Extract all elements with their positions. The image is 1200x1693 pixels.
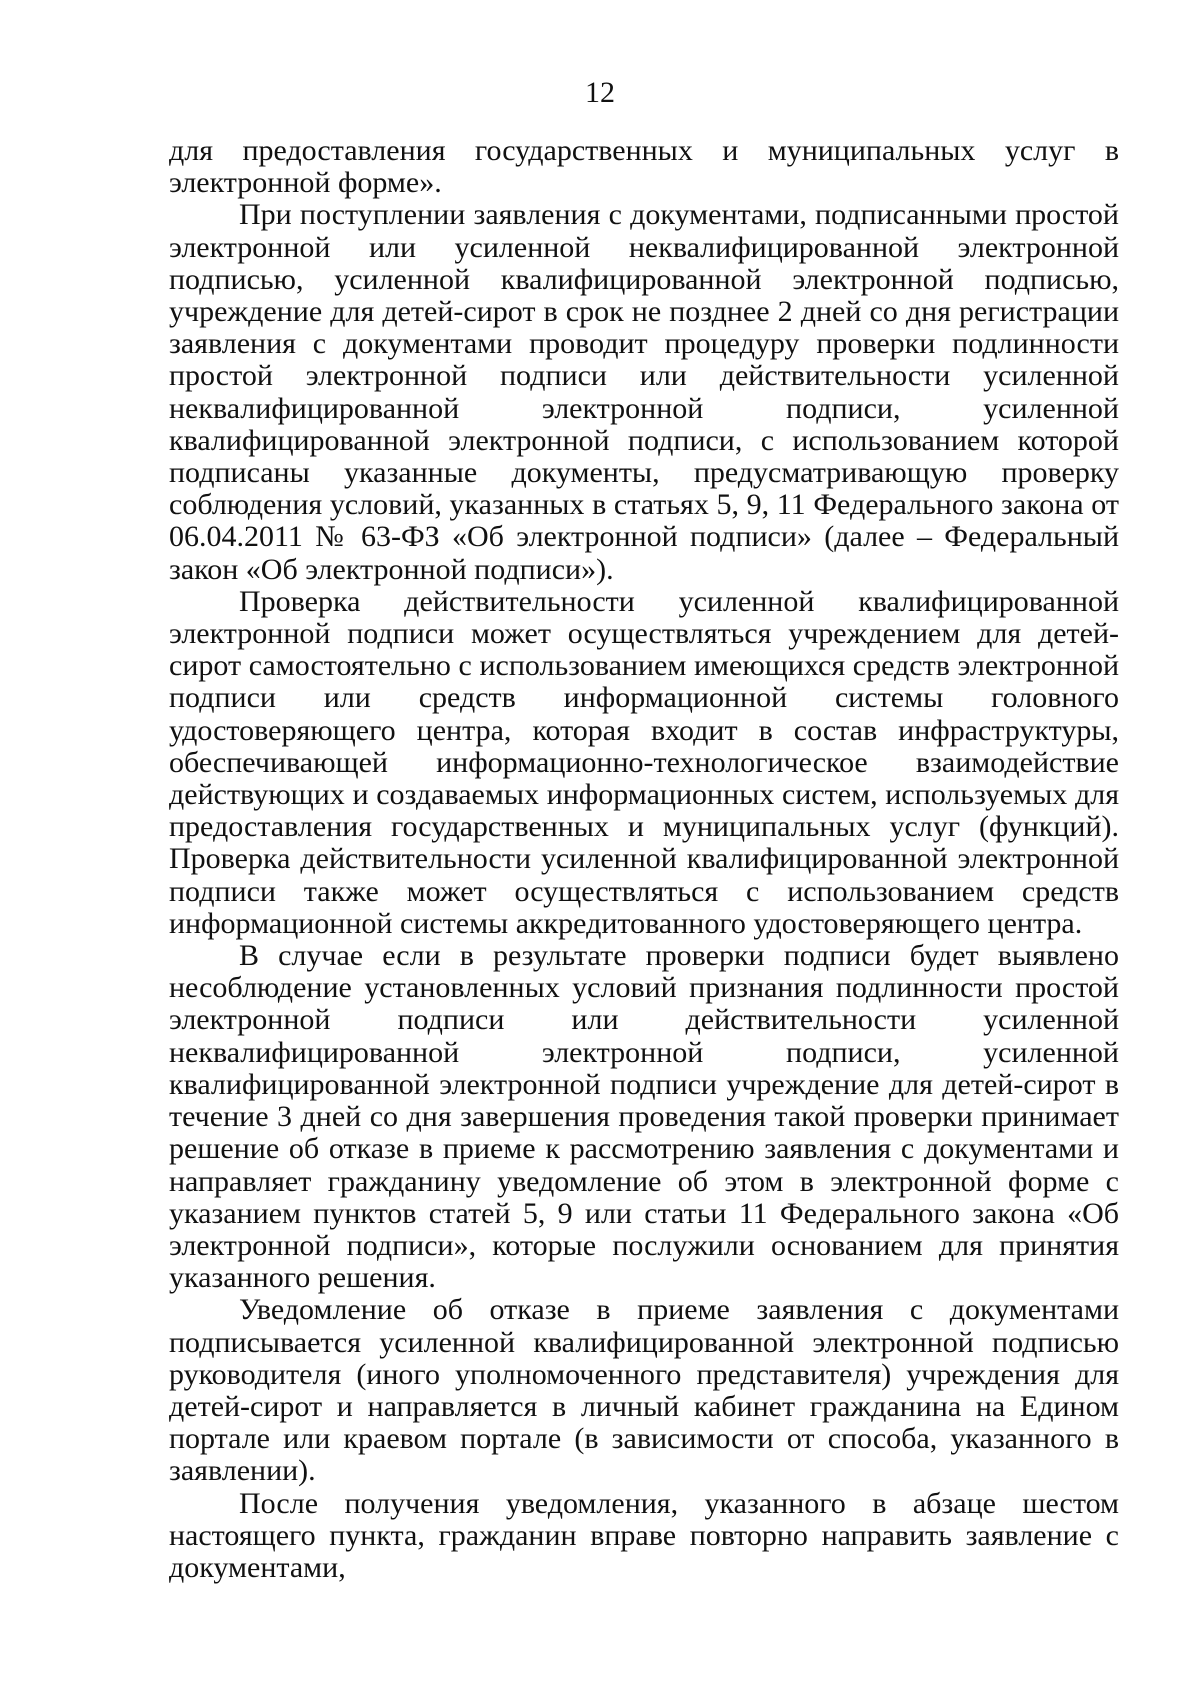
paragraph: Проверка действительности усиленной квалифицированной электронной подписи может осуществляться учреждением для детей-сирот самостоятельно с использованием имеющихся средств электронной подписи или средств информационной системы головного удостоверяющего центра, которая входит в состав инфраструктуры, обеспечивающей информационно-технологическое взаимодействие действующих и создаваемых информационных систем, используемых для предоставления государственных и муниципальных услуг (функций). Проверка действительности усиленной квалифицированной электронной подписи также может осуществляться с использованием средств информационной системы аккредитованного удостоверяющего центра. xyxy=(169,584,1119,940)
paragraph: В случае если в результате проверки подписи будет выявлено несоблюдение установленных условий признания подлинности простой электронной подписи или действительности усиленной неквалифицированной электронной подписи, усиленной квалифицированной электронной подписи учреждение для детей-сирот в течение 3 дней со дня завершения проведения такой проверки принимает решение об отказе в приеме к рассмотрению заявления с документами и направляет гражданину уведомление об этом в электронной форме с указанием пунктов статей 5, 9 или статьи 11 Федерального закона «Об электронной подписи», которые послужили основанием для принятия указанного решения. xyxy=(169,939,1119,1295)
paragraph: При поступлении заявления с документами, подписанными простой электронной или усиленной неквалифицированной электронной подписью, усиленной квалифицированной электронной подписью, учреждение для детей-сирот в срок не позднее 2 дней со дня регистрации заявления с документами проводит процедуру проверки подлинности простой электронной подписи или действительности усиленной неквалифицированной электронной подписи, усиленной квалифицированной электронной подписи, с использованием которой подписаны указанные документы, предусматривающую проверку соблюдения условий, указанных в статьях 5, 9, 11 Федерального закона от 06.04.2011 № 63-ФЗ «Об электронной подписи» (далее – Федеральный закон «Об электронной подписи»). xyxy=(169,198,1119,586)
paragraph: Уведомление об отказе в приеме заявления с документами подписывается усиленной квалифицированной электронной подписью руководителя (иного уполномоченного представителя) учреждения для детей-сирот и направляется в личный кабинет гражданина на Едином портале или краевом портале (в зависимости от способа, указанного в заявлении). xyxy=(169,1293,1119,1488)
paragraph: После получения уведомления, указанного в абзаце шестом настоящего пункта, гражданин вправе повторно направить заявление с документами, xyxy=(169,1486,1119,1584)
paragraph: для предоставления государственных и муниципальных услуг в электронной форме». xyxy=(169,134,1119,200)
document-body xyxy=(169,135,1119,1584)
page-number: 12 xyxy=(585,76,615,109)
